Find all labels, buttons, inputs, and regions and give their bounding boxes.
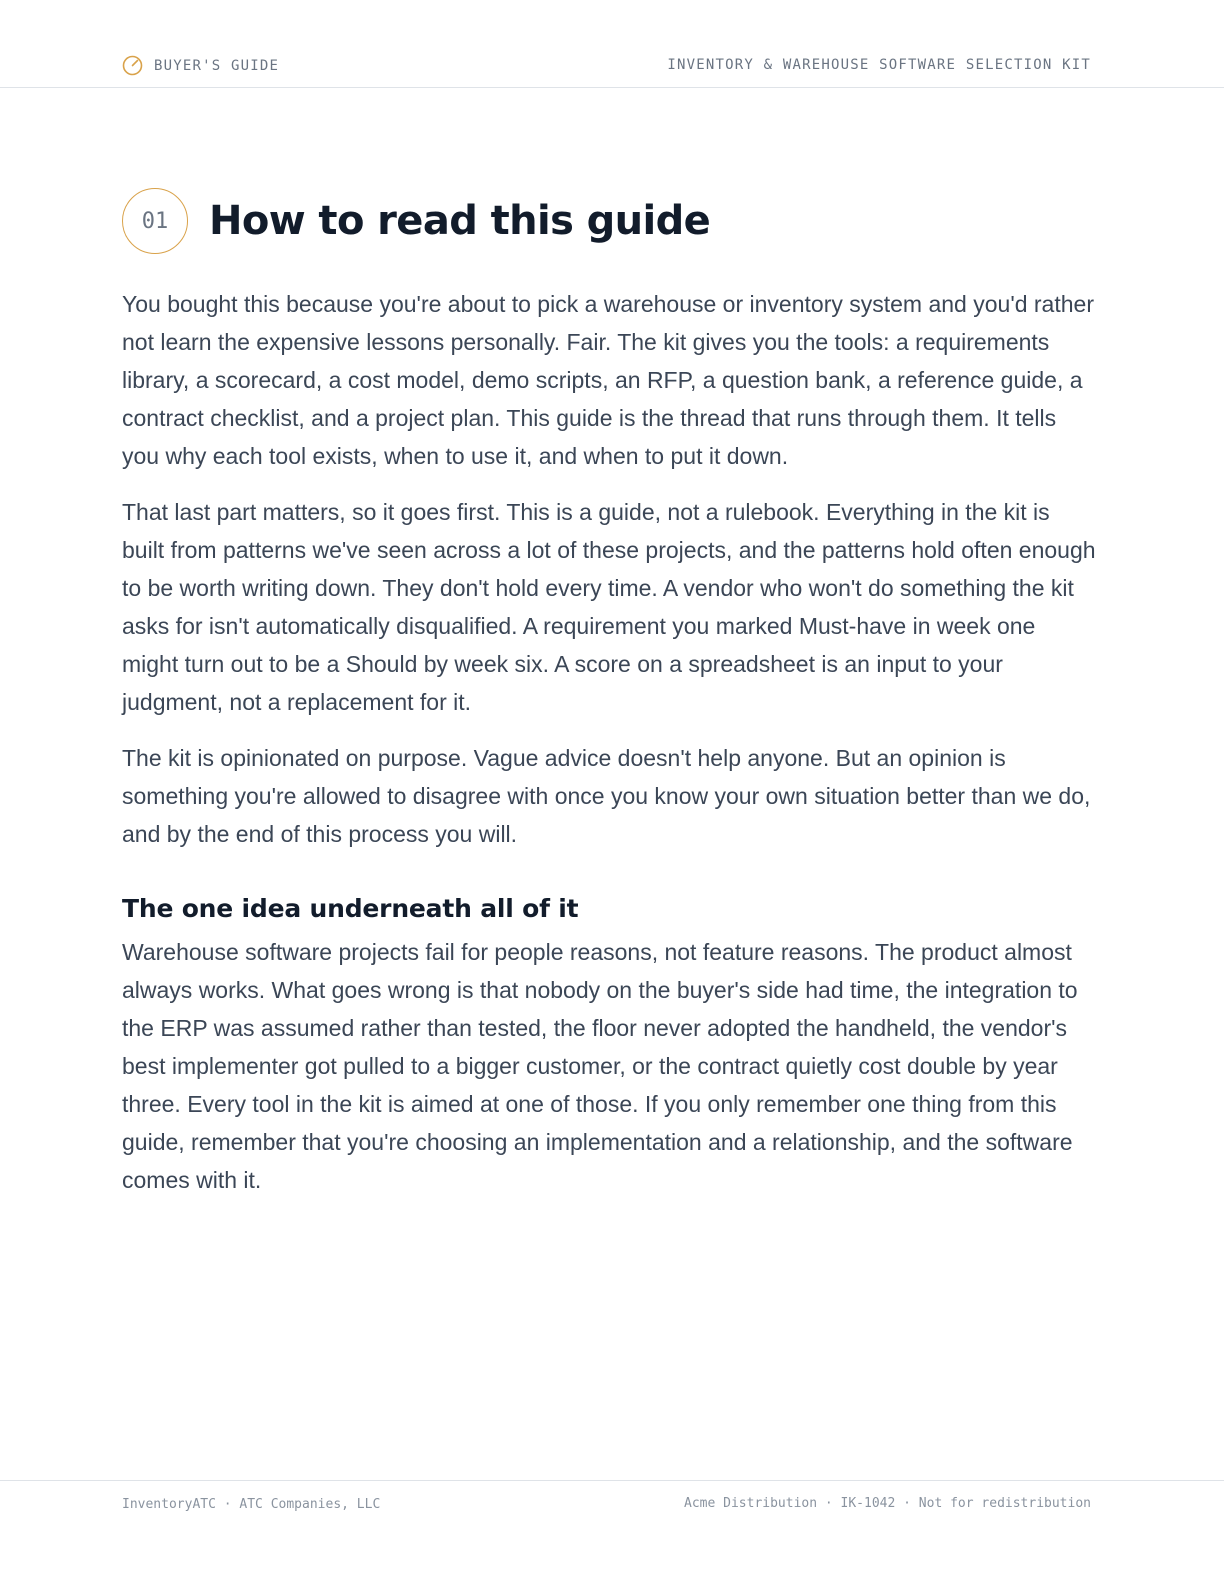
body-paragraph: You bought this because you're about to pick a warehouse or inventory system and you'd rather not learn the expensive lessons personally. Fair. The kit gives you the tools: a requirements library, a scorecard, a cost model, demo scripts, an RFP, a question bank, a reference guide, a contract checklist, and a project plan. This guide is the thread that runs through them. It tells you why each tool exists, when to use it, and when to put it down. [122, 291, 1094, 469]
gauge-icon [122, 55, 143, 76]
kit-title: INVENTORY & WAREHOUSE SOFTWARE SELECTION KIT [667, 57, 1091, 73]
footer-publisher: InventoryATC · ATC Companies, LLC [122, 1497, 381, 1512]
body-paragraph: The kit is opinionated on purpose. Vague advice doesn't help anyone. But an opinion is something you're allowed to disagree with once you know your own situation better than we do, and by the end of this process you will. [122, 745, 1091, 847]
main-content [122, 186, 1097, 1199]
subheading: The one idea underneath all of it [122, 894, 579, 923]
section-number-badge: 01 [122, 188, 188, 254]
page-footer [0, 1480, 1224, 1585]
page-header [0, 0, 1224, 88]
section-heading [122, 186, 1097, 256]
header-label: BUYER'S GUIDE [154, 57, 280, 74]
body-paragraph: That last part matters, so it goes first. This is a guide, not a rulebook. Everything in the kit is built from patterns we've seen across a lot of these projects, and the patterns hold often enough to be worth writing down. They don't hold every time. A vendor who won't do something the kit asks for isn't automatically disqualified. A requirement you marked Must-have in week one might turn out to be a Should by week six. A score on a spreadsheet is an input to your judgment, not a replacement for it. [122, 499, 1096, 715]
footer-license: Acme Distribution · IK-1042 · Not for redistribution [684, 1496, 1091, 1511]
header-brand [122, 55, 279, 76]
section-title: How to read this guide [209, 198, 711, 244]
body-paragraph: Warehouse software projects fail for people reasons, not feature reasons. The product almost always works. What goes wrong is that nobody on the buyer's side had time, the integration to the ERP was assumed rather than tested, the floor never adopted the handheld, the vendor's best implementer got pulled to a bigger customer, or the contract quietly cost double by year three. Every tool in the kit is aimed at one of those. If you only remember one thing from this guide, remember that you're choosing an implementation and a relationship, and the software comes with it. [122, 939, 1078, 1193]
